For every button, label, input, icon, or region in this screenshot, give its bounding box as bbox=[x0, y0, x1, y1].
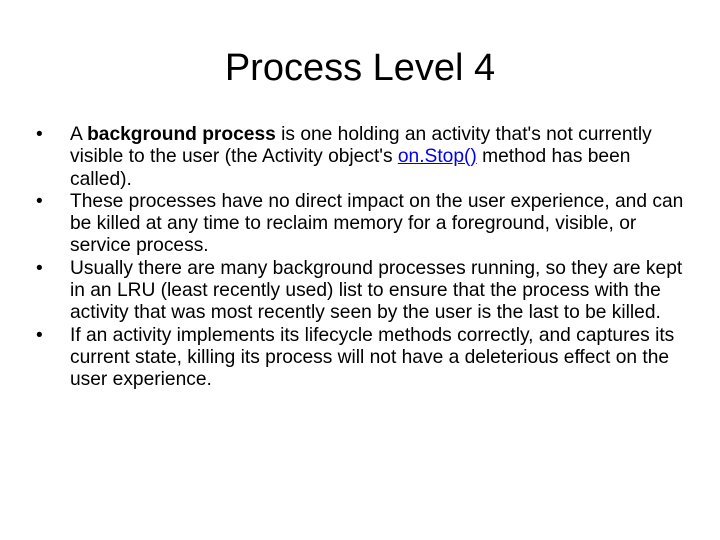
slide-title: Process Level 4 bbox=[224, 47, 496, 89]
bullet-1-pre: A bbox=[70, 124, 88, 145]
bullet-marker-icon: • bbox=[36, 257, 43, 279]
onstop-link[interactable]: on.Stop() bbox=[397, 146, 477, 168]
bullet-4-text: If an activity implements its lifecycle methods correctly, and captures its current state, killing its process will not have a deleterious effect on the user experience. bbox=[70, 324, 675, 391]
bullet-list bbox=[36, 124, 688, 392]
bullet-item-3 bbox=[36, 258, 688, 325]
bullet-item-2 bbox=[36, 191, 688, 258]
bullet-1-post: method has been called). bbox=[70, 146, 631, 190]
bullet-3-text: Usually there are many background processes running, so they are kept in an LRU (least recently used) list to ensure that the process with the activity that was most recently seen by the user is the last to be killed. bbox=[70, 257, 683, 324]
bullet-item-1 bbox=[36, 124, 688, 191]
bullet-1-mid: is one holding an activity that's not currently visible to the user (the Activity object's bbox=[70, 124, 652, 168]
bullet-2-text: These processes have no direct impact on the user experience, and can be killed at any time to reclaim memory for a foreground, visible, or service process. bbox=[70, 190, 684, 257]
bullet-1-bold-term: background process bbox=[87, 124, 276, 145]
bullet-item-4 bbox=[36, 325, 688, 392]
bullet-marker-icon: • bbox=[36, 324, 43, 346]
bullet-marker-icon: • bbox=[36, 124, 43, 145]
bullet-marker-icon: • bbox=[36, 190, 43, 212]
